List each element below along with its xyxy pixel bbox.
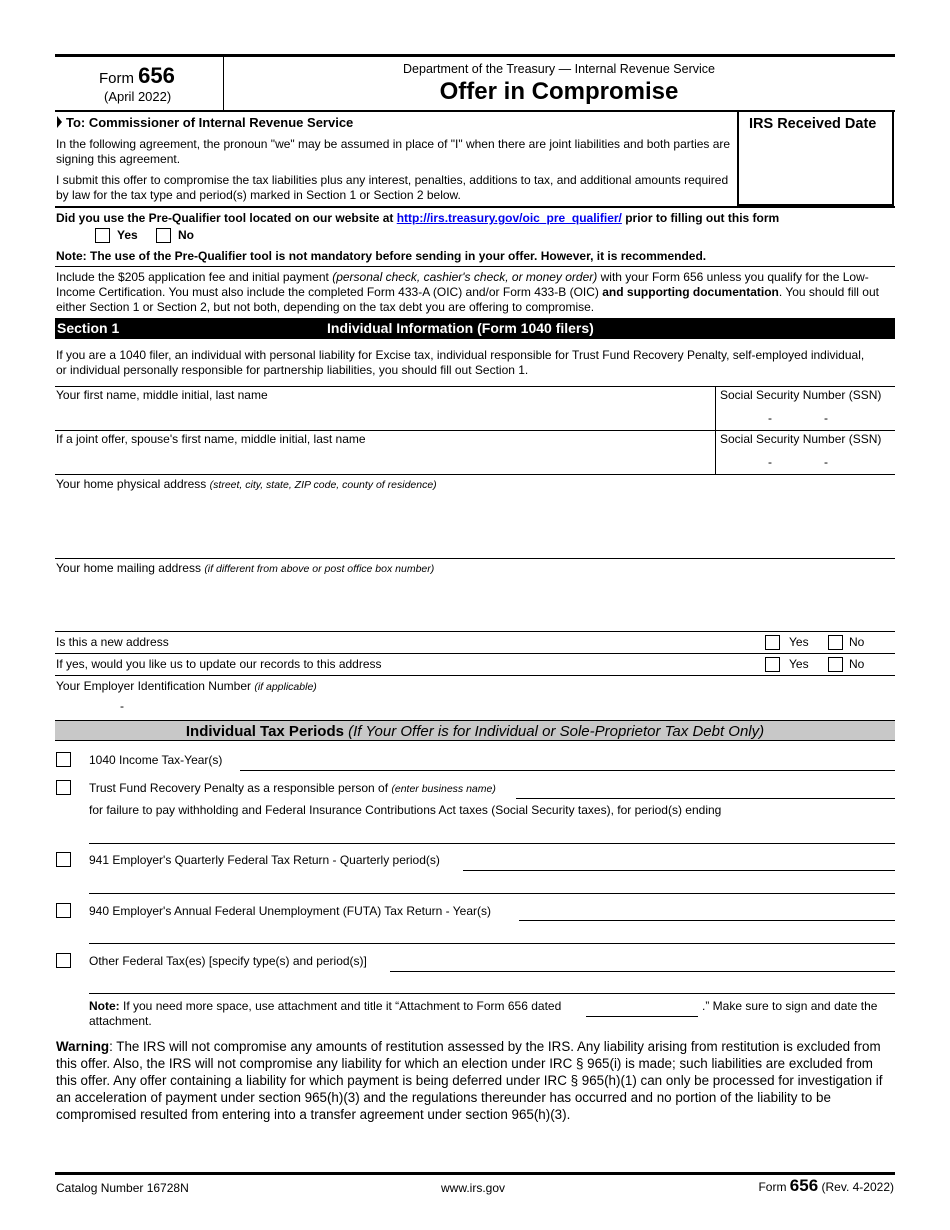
- form-941-extra-line[interactable]: [89, 893, 895, 894]
- form-id: [99, 63, 175, 89]
- page-title: Offer in Compromise: [439, 78, 679, 105]
- form-940-checkbox[interactable]: [56, 903, 71, 918]
- tfrp-hint: (enter business name): [391, 783, 496, 795]
- form-941-checkbox[interactable]: [56, 852, 71, 867]
- form-940-extra-line[interactable]: [89, 943, 895, 944]
- new-address-no-label: No: [849, 635, 865, 649]
- tax-periods-subtitle: (If Your Offer is for Individual or Sole-Proprietor Tax Debt Only): [343, 723, 765, 740]
- mailing-address-label: [56, 561, 434, 575]
- tax-periods-title: Individual Tax Periods: [185, 723, 344, 740]
- home-address-label-text: Your home physical address: [56, 477, 210, 491]
- tfrp-period-label: for failure to pay withholding and Federal Insurance Contributions Act taxes (Social Security taxes), for period(s) ending: [89, 803, 722, 817]
- other-tax-label: Other Federal Tax(es) [specify type(s) and period(s)]: [89, 954, 367, 968]
- top-rule: [55, 54, 895, 57]
- form-940-field[interactable]: [519, 920, 895, 921]
- tfrp-period-field[interactable]: [89, 843, 895, 844]
- income-tax-1040-checkbox[interactable]: [56, 752, 71, 767]
- ein-dash: -: [120, 699, 124, 713]
- footer-form-id: [758, 1176, 894, 1196]
- form-941-field[interactable]: [463, 870, 895, 871]
- department-name: Department of the Treasury — Internal Revenue Service: [403, 62, 715, 76]
- spouse-ssn-field[interactable]: [720, 448, 890, 472]
- form-940-label: 940 Employer's Annual Federal Unemployment (FUTA) Tax Return - Year(s): [89, 904, 492, 918]
- irs-received-date-label: IRS Received Date: [749, 116, 877, 132]
- mailing-address-label-text: Your home mailing address: [56, 561, 205, 575]
- prequalifier-no-label: No: [178, 228, 194, 242]
- intro-paragraph-1: In the following agreement, the pronoun "we" may be assumed in place of "I" when there are joint liabilities and both parties are signing this agreement.: [56, 137, 731, 166]
- address-row-top-rule: [55, 474, 895, 475]
- name-label: Your first name, middle initial, last name: [56, 388, 268, 402]
- income-tax-1040-field[interactable]: [240, 770, 895, 771]
- include-bold: and supporting documentation: [602, 285, 779, 299]
- to-line: [57, 115, 353, 130]
- update-records-yes-label: Yes: [789, 657, 809, 671]
- spouse-ssn-label: Social Security Number (SSN): [720, 432, 882, 446]
- prequalifier-link[interactable]: http://irs.treasury.gov/oic_pre_qualifier/: [396, 211, 622, 225]
- tax-periods-header: [55, 720, 895, 741]
- tfrp-label: [89, 781, 496, 795]
- spouse-row-top-rule: [55, 430, 895, 431]
- prequalifier-yes-label: Yes: [117, 228, 138, 242]
- attachment-note-bold: Note:: [89, 999, 120, 1013]
- warning-bold: Warning: [56, 1039, 110, 1054]
- website: www.irs.gov: [441, 1181, 506, 1195]
- spouse-name-label: If a joint offer, spouse's first name, middle initial, last name: [56, 432, 366, 446]
- ssn-label: Social Security Number (SSN): [720, 388, 882, 402]
- ein-label: [56, 679, 317, 693]
- footer-rule: [55, 1172, 895, 1175]
- new-address-question: Is this a new address: [56, 635, 169, 649]
- attachment-note-text: If you need more space, use attachment and title it “Attachment to Form 656 dated: [119, 999, 562, 1013]
- update-records-no-label: No: [849, 657, 865, 671]
- section-1-description: If you are a 1040 filer, an individual with personal liability for Excise tax, individual responsible for Trust Fund Recovery Penalty, self-employed individual, or individual personally responsible for partnership liabilities, you should fill out Section 1.: [56, 348, 865, 377]
- intro-bottom-rule: [55, 206, 895, 208]
- intro-paragraph-2: I submit this offer to compromise the tax liabilities plus any interest, penalties, additions to tax, and additional amounts required by law for the tax type and period(s) marked in Section 1 or Section 2 below.: [56, 173, 729, 202]
- spouse-ssn-dash-1: -: [768, 455, 772, 469]
- other-tax-checkbox[interactable]: [56, 953, 71, 968]
- tfrp-label-text: Trust Fund Recovery Penalty as a responsible person of: [89, 781, 392, 795]
- mailing-row-top-rule: [55, 558, 895, 559]
- tfrp-checkbox[interactable]: [56, 780, 71, 795]
- warning-paragraph: [56, 1038, 894, 1123]
- mailing-address-field[interactable]: [56, 578, 892, 628]
- name-field[interactable]: [56, 402, 711, 428]
- ein-field[interactable]: [56, 696, 356, 716]
- form-date: (April 2022): [104, 89, 172, 104]
- include-part3: . You should fill out either Section 1 or Section 2, but not both, depending on the tax debt you are offering to compromise.: [56, 285, 879, 314]
- arrow-icon: [57, 116, 62, 128]
- update-records-top-rule: [55, 653, 895, 654]
- income-tax-1040-label: 1040 Income Tax-Year(s): [89, 753, 223, 767]
- form-number: 656: [138, 63, 175, 88]
- update-records-yes-checkbox[interactable]: [765, 657, 780, 672]
- home-address-field[interactable]: [56, 494, 892, 556]
- footer-form-word: Form: [758, 1180, 787, 1194]
- new-address-yes-label: Yes: [789, 635, 809, 649]
- warning-text: : The IRS will not compromise any amounts of restitution assessed by the IRS. Any liability arising from restitution is excluded from this offer. Also, the IRS will not compromise any liability for which an election under IRC § 965(i) is made; such liabilities are excluded from this offer. Any offer containing a liability for which payment is being deferred under IRC § 965(h)(1) can only be processed for investigation if an acceleration of payment under section 965(h)(3) and the regulations thereunder has occurred and no portion of the liability to be compromised resulted from entering into a transfer agreement under section 965(h)(3).: [56, 1039, 883, 1122]
- prequalifier-question-start: Did you use the Pre-Qualifier tool located on our website at: [56, 211, 397, 225]
- tfrp-business-name-field[interactable]: [516, 798, 895, 799]
- to-line-text: To: Commissioner of Internal Revenue Service: [66, 115, 354, 130]
- ssn-dash-1: -: [768, 411, 772, 425]
- spouse-name-field[interactable]: [56, 446, 711, 472]
- form-941-label: 941 Employer's Quarterly Federal Tax Return - Quarterly period(s): [89, 853, 440, 867]
- attachment-date-field[interactable]: [586, 1016, 698, 1017]
- prequalifier-no-checkbox[interactable]: [156, 228, 171, 243]
- other-tax-field[interactable]: [390, 971, 895, 972]
- home-address-hint: (street, city, state, ZIP code, county of residence): [209, 479, 437, 491]
- ssn-dash-2: -: [824, 411, 828, 425]
- ein-hint: (if applicable): [254, 681, 317, 693]
- name-row-top-rule: [55, 386, 895, 387]
- footer-revision: (Rev. 4-2022): [821, 1180, 894, 1194]
- footer-form-number: 656: [789, 1176, 819, 1195]
- section-1-title: Individual Information (Form 1040 filers): [327, 320, 594, 336]
- prequalifier-yes-checkbox[interactable]: [95, 228, 110, 243]
- mailing-address-hint: (if different from above or post office box number): [204, 563, 435, 575]
- new-address-top-rule: [55, 631, 895, 632]
- form-word: Form: [99, 70, 134, 87]
- section-1-label: Section 1: [57, 320, 120, 336]
- catalog-number: Catalog Number 16728N: [56, 1181, 189, 1195]
- prequalifier-question-end: prior to filling out this form: [621, 211, 780, 225]
- new-address-no-checkbox[interactable]: [828, 635, 843, 650]
- ein-top-rule: [55, 675, 895, 676]
- new-address-yes-checkbox[interactable]: [765, 635, 780, 650]
- ein-label-text: Your Employer Identification Number: [56, 679, 255, 693]
- update-records-no-checkbox[interactable]: [828, 657, 843, 672]
- section-1-header: [55, 318, 895, 339]
- prequalifier-note: Note: The use of the Pre-Qualifier tool is not mandatory before sending in your offer. However, it is recommended.: [56, 249, 707, 263]
- include-part1: Include the $205 application fee and initial payment: [56, 270, 333, 284]
- update-records-question: If yes, would you like us to update our records to this address: [56, 657, 382, 671]
- prequalifier-question: [56, 211, 779, 225]
- spouse-ssn-dash-2: -: [824, 455, 828, 469]
- home-address-label: [56, 477, 437, 491]
- attachment-note: [89, 999, 561, 1013]
- other-tax-extra-line[interactable]: [89, 993, 895, 994]
- ssn-field[interactable]: [720, 404, 890, 428]
- include-italic: (personal check, cashier's check, or money order): [332, 270, 598, 284]
- include-paragraph: [56, 270, 894, 315]
- include-part2: with your Form 656 unless you qualify for the Low-Income Certification. You must also include the completed Form 433-A (OIC) and/or Form 433-B (OIC): [56, 270, 869, 299]
- prequalifier-bottom-rule: [55, 266, 895, 267]
- attachment-note-text-2: .” Make sure to sign and date the: [702, 999, 878, 1013]
- attachment-note-text-3: attachment.: [89, 1014, 152, 1028]
